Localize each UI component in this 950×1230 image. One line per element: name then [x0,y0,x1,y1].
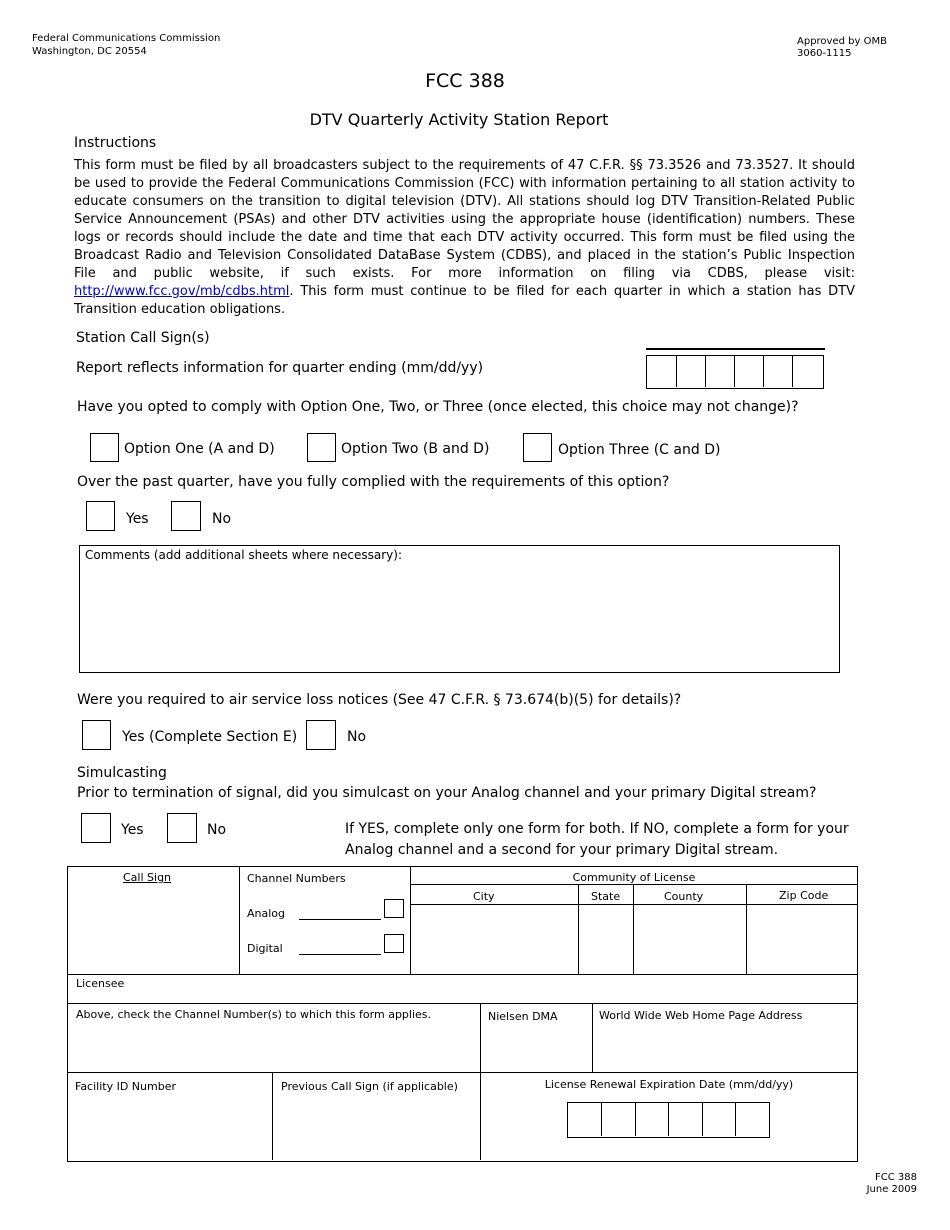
quarter-label: Report reflects information for quarter ending (mm/dd/yy) [76,360,484,376]
instructions-heading: Instructions [74,135,157,151]
form-title: DTV Quarterly Activity Station Report [309,110,609,129]
call-sign-column-label: Call Sign [123,871,172,884]
simulcast-no-checkbox[interactable] [167,813,197,843]
digital-checkbox[interactable] [384,934,404,953]
service-loss-no-checkbox[interactable] [306,720,336,750]
cdbs-link[interactable]: http://www.fcc.gov/mb/cdbs.html [74,284,290,299]
nielsen-dma-label: Nielsen DMA [488,1010,558,1023]
compliance-question: Over the past quarter, have you fully complied with the requirements of this option? [77,474,670,490]
compliance-no-checkbox[interactable] [171,501,201,531]
renewal-date-boxes[interactable] [567,1102,770,1138]
option-one-label: Option One (A and D) [124,441,275,457]
footer-date: June 2009 [866,1184,917,1195]
analog-label: Analog [247,907,286,920]
digital-label: Digital [247,942,283,955]
service-loss-yes-checkbox[interactable] [82,720,111,750]
city-label: City [473,890,495,903]
agency-address: Washington, DC 20554 [32,46,147,57]
simulcast-no-label: No [207,822,227,838]
channel-check-note: Above, check the Channel Number(s) to which this form applies. [76,1008,432,1021]
service-loss-yes-label: Yes (Complete Section E) [122,729,298,745]
compliance-no-label: No [212,511,232,527]
facility-id-label: Facility ID Number [75,1080,176,1093]
community-of-license-label: Community of License [572,871,696,884]
footer-form-number: FCC 388 [875,1172,917,1183]
call-sign-underline [646,348,825,350]
simulcasting-heading: Simulcasting [77,765,167,781]
previous-call-sign-label: Previous Call Sign (if applicable) [281,1080,458,1093]
option-one-checkbox[interactable] [90,433,119,462]
compliance-yes-checkbox[interactable] [86,501,115,531]
form-number: FCC 388 [425,70,505,92]
channel-numbers-label: Channel Numbers [247,872,346,885]
omb-number: 3060-1115 [797,48,852,59]
instructions-text [74,157,855,319]
station-info-table [67,866,858,1162]
option-three-label: Option Three (C and D) [558,442,721,458]
zip-code-label: Zip Code [779,889,829,902]
simulcasting-question: Prior to termination of signal, did you simulcast on your Analog channel and your primary Digital stream? [77,785,817,801]
instructions-body: This form must be filed by all broadcasters subject to the requirements of 47 C.F.R. §§ 73.3526 and 73.3527. It should be used to provide the Federal Communications Commission (FCC) with information pertaining to all station activity to educate consumers on the transition to digital television (DTV). All stations should log DTV Transition-Related Public Service Announcement (PSAs) and other DTV activities using the appropriate house (identification) numbers. These logs or records should include the date and time that each DTV activity occurred. This form must be filed using the Broadcast Radio and Television Consolidated DataBase System (CDBS), and placed in the station’s Public Inspection File and public website, if such exists. For more information on filing via CDBS, please visit: [74,158,855,281]
analog-checkbox[interactable] [384,899,404,918]
licensee-label: Licensee [76,977,125,990]
simulcast-yes-checkbox[interactable] [81,813,111,843]
renewal-date-label: License Renewal Expiration Date (mm/dd/yy) [544,1078,794,1091]
service-loss-no-label: No [347,729,367,745]
analog-channel-line [299,919,381,920]
state-label: State [591,890,621,903]
compliance-yes-label: Yes [126,511,149,527]
simulcast-yes-label: Yes [121,822,144,838]
option-question: Have you opted to comply with Option One, Two, or Three (once elected, this choice may not change)? [77,399,799,415]
comments-label: Comments (add additional sheets where necessary): [85,548,403,562]
omb-approval: Approved by OMB [797,36,887,47]
digital-channel-line [299,954,381,955]
simulcast-note-1: If YES, complete only one form for both. If NO, complete a form for your [345,821,849,837]
service-loss-question: Were you required to air service loss notices (See 47 C.F.R. § 73.674(b)(5) for details)? [77,692,682,708]
www-address-label: World Wide Web Home Page Address [599,1009,803,1022]
county-label: County [664,890,704,903]
option-two-checkbox[interactable] [307,433,336,462]
call-sign-label: Station Call Sign(s) [76,330,210,346]
option-three-checkbox[interactable] [523,433,552,462]
agency-name: Federal Communications Commission [32,33,221,44]
option-two-label: Option Two (B and D) [341,441,490,457]
quarter-date-boxes[interactable] [646,355,824,389]
comments-field[interactable] [79,545,840,673]
simulcast-note-2: Analog channel and a second for your primary Digital stream. [345,842,779,858]
instructions-tail: . This form must continue to be filed for each quarter in which a station has DTV Transition education obligations. [74,284,855,317]
